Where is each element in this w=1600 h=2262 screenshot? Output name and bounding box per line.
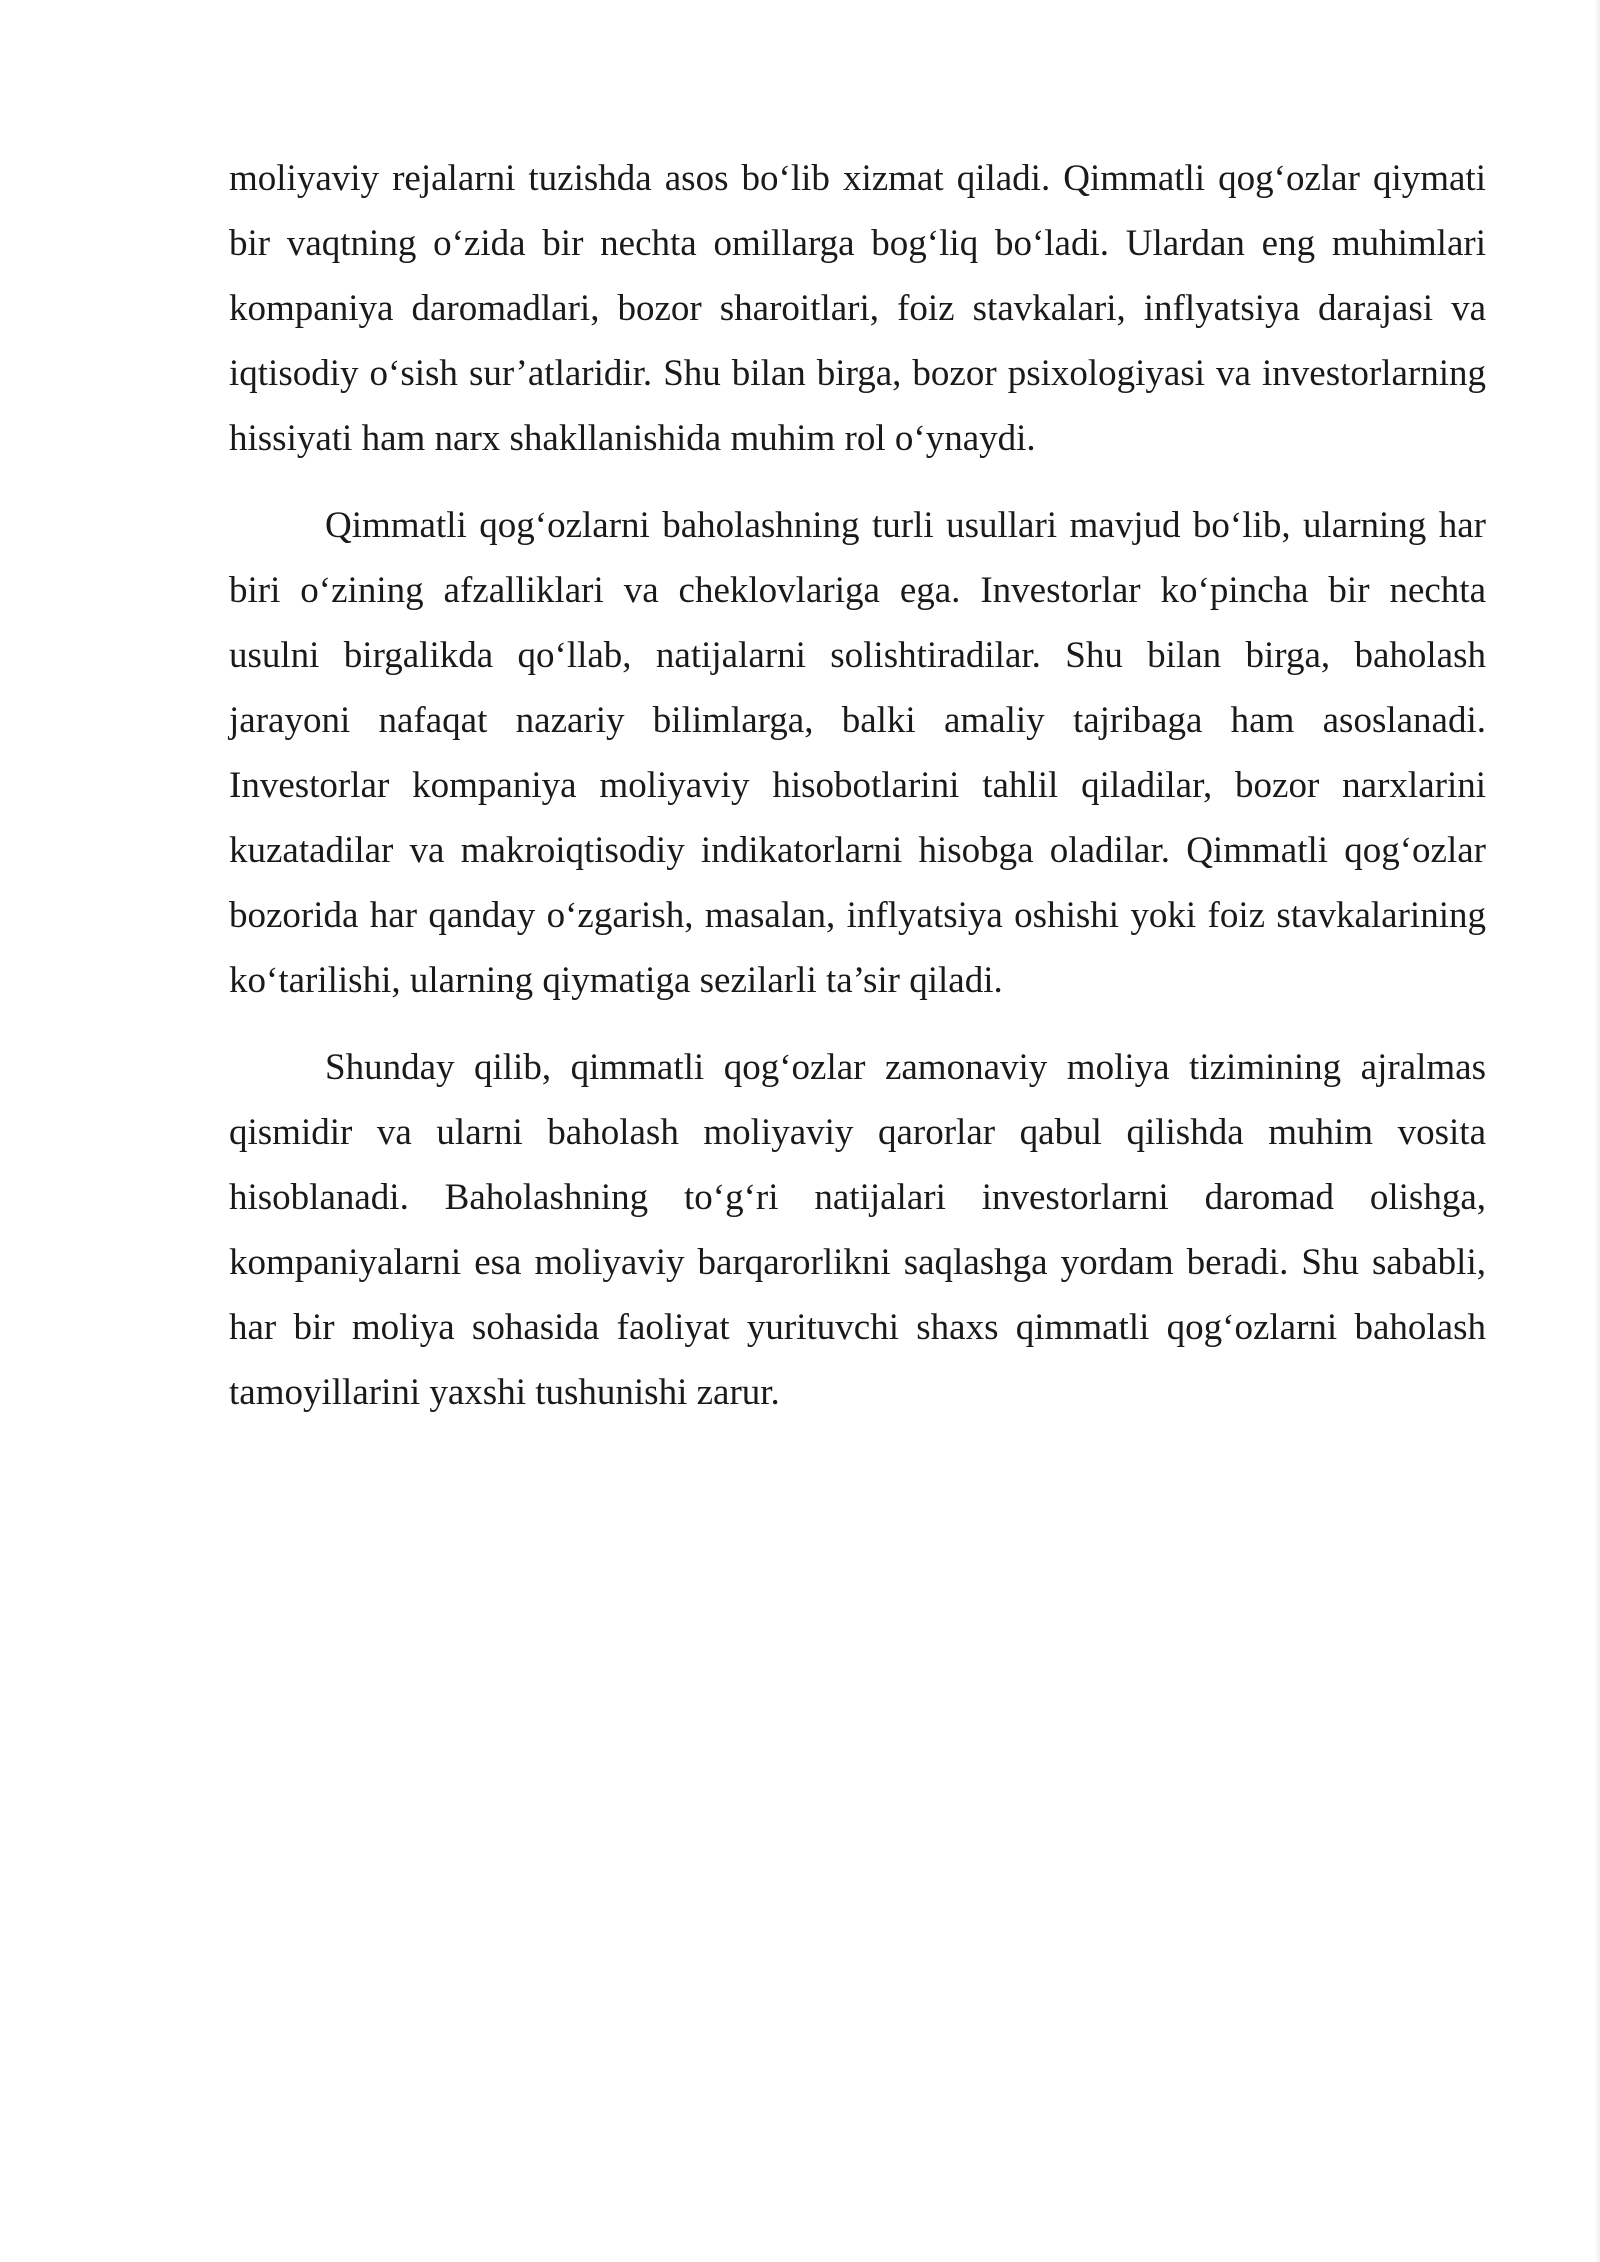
paragraph-conclusion: Shunday qilib, qimmatli qog‘ozlar zamonaviy moliya tizimining ajralmas qismidir va ularni baholash moliyaviy qarorlar qabul qilishda muhim vosita hisoblanadi. Baholashning to‘g‘ri natijalari investorlarni daromad olishga, kompaniyalarni esa moliyaviy barqarorlikni saqlashga yordam beradi. Shu sababli, har bir moliya sohasida faoliyat yurituvchi shaxs qimmatli qog‘ozlarni baholash tamoyillarini yaxshi tushunishi zarur. (229, 1047, 1486, 1413)
document-body (229, 146, 1486, 1447)
paragraph-valuation-methods: Qimmatli qog‘ozlarni baholashning turli usullari mavjud bo‘lib, ularning har biri o‘zining afzalliklari va cheklovlariga ega. Investorlar ko‘pincha bir nechta usulni birgalikda qo‘llab, natijalarni solishtiradilar. Shu bilan birga, baholash jarayoni nafaqat nazariy bilimlarga, balki amaliy tajribaga ham asoslanadi. Investorlar kompaniya moliyaviy hisobotlarini tahlil qiladilar, bozor narxlarini kuzatadilar va makroiqtisodiy indikatorlarni hisobga oladilar. Qimmatli qog‘ozlar bozorida har qanday o‘zgarish, masalan, inflyatsiya oshishi yoki foiz stavkalarining ko‘tarilishi, ularning qiymatiga sezilarli ta’sir qiladi. (229, 505, 1486, 1001)
paragraph-continued: moliyaviy rejalarni tuzishda asos bo‘lib xizmat qiladi. Qimmatli qog‘ozlar qiymati bir vaqtning o‘zida bir nechta omillarga bog‘liq bo‘ladi. Ulardan eng muhimlari kompaniya daromadlari, bozor sharoitlari, foiz stavkalari, inflyatsiya darajasi va iqtisodiy o‘sish sur’atlaridir. Shu bilan birga, bozor psixologiyasi va investorlarning hissiyati ham narx shakllanishida muhim rol o‘ynaydi. (229, 158, 1486, 459)
page-edge-shadow (1594, 0, 1600, 2262)
